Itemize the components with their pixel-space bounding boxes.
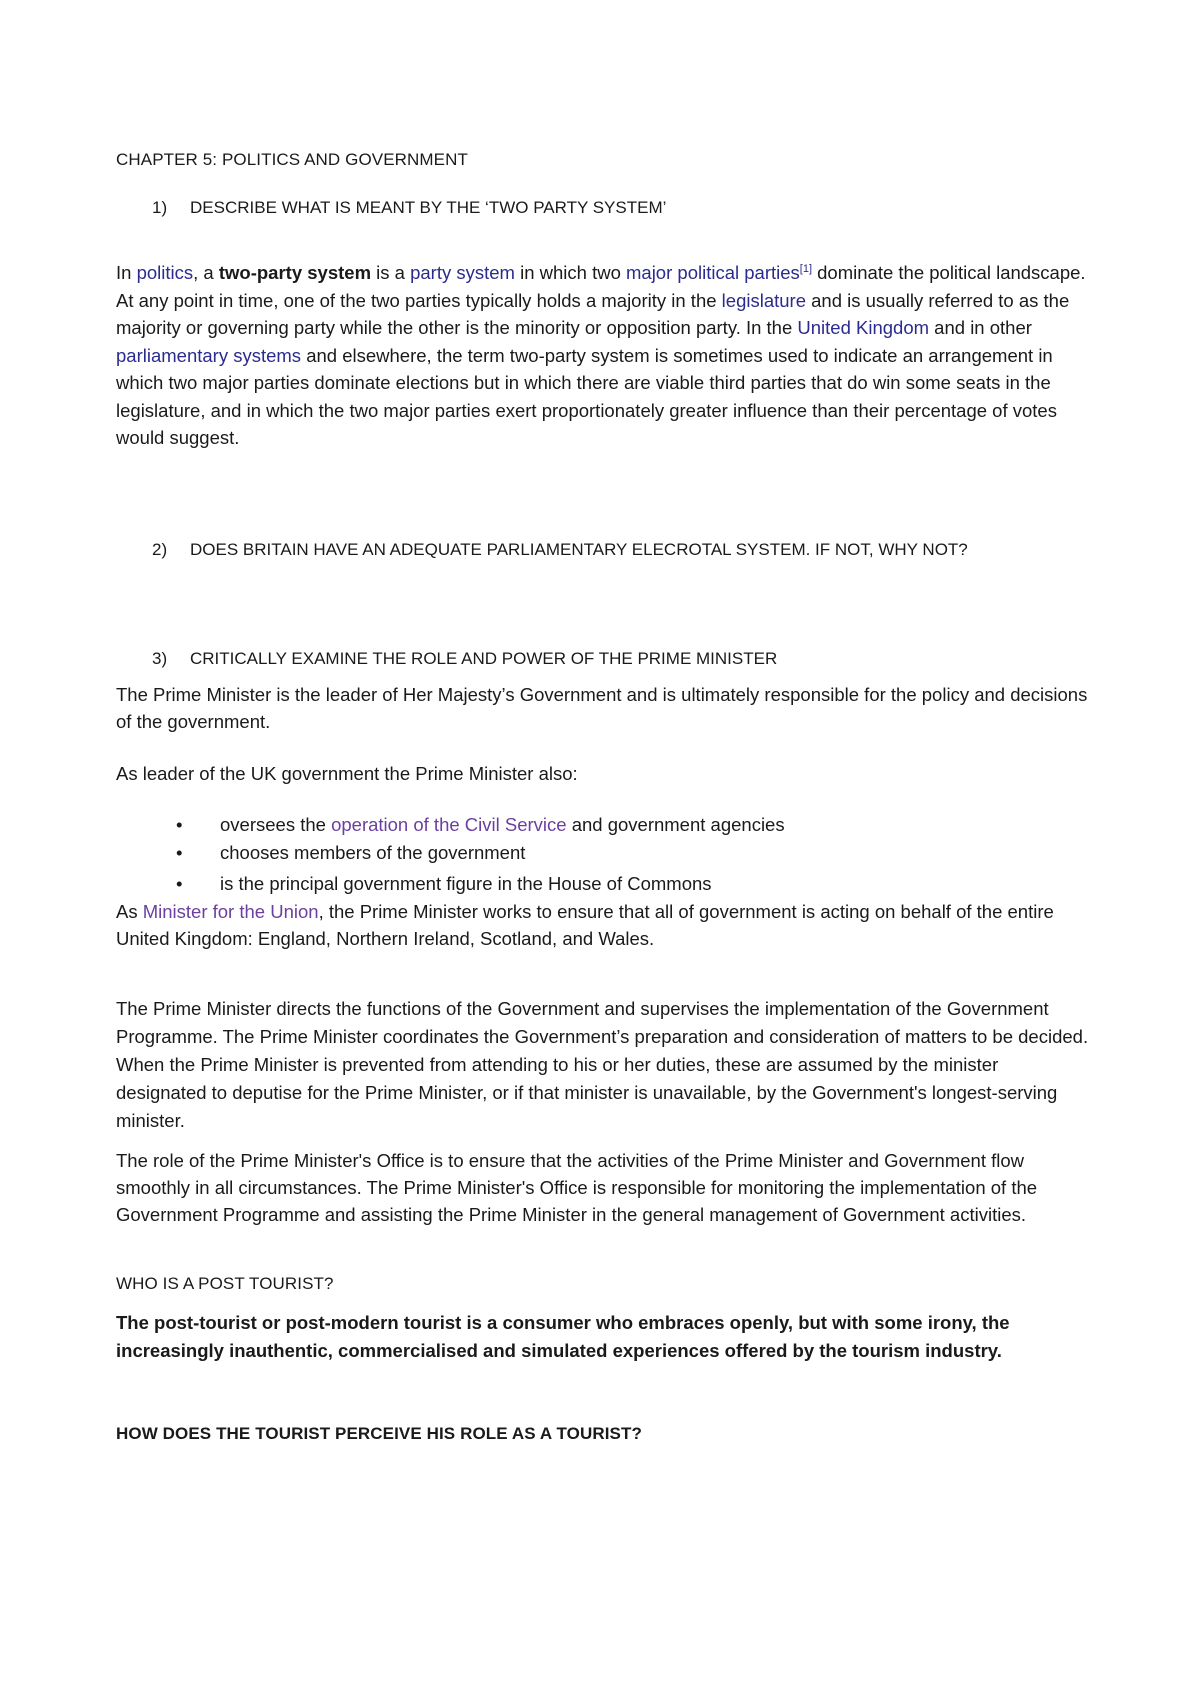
list-item bbox=[176, 811, 1092, 839]
link-minister-for-the-union[interactable]: Minister for the Union bbox=[142, 900, 319, 922]
text-run: , the Prime Minister works to ensure that all of government is acting on behalf of the entire United Kingdom: England, Northern Ireland, Scotland, and Wales. bbox=[116, 900, 1054, 949]
pm-office-paragraph: The role of the Prime Minister's Office is to ensure that the activities of the Prime Minister and Government flow smoothly in all circumstances. The Prime Minister's Office is responsible for monitoring the implementation of the Government Programme and assisting the Prime Minister in the general management of Government activities. bbox=[116, 1149, 1038, 1225]
link-united-kingdom[interactable]: United Kingdom bbox=[797, 317, 930, 338]
list-item bbox=[176, 870, 1092, 898]
pm-directs-paragraph: The Prime Minister directs the functions of the Government and supervises the implementation of the Government Programme. The Prime Minister coordinates the Government’s preparation and consideration of matters to be decided. When the Prime Minister is prevented from attending to his or her duties, these are assumed by the minister designated to deputise for the Prime Minister, or if that minister is unavailable, by the Government's longest-serving minister. bbox=[116, 997, 1089, 1131]
bullet-icon: • bbox=[176, 873, 183, 894]
question-2-number: 2) bbox=[152, 539, 168, 559]
link-major-political-parties[interactable]: major political parties bbox=[626, 262, 800, 283]
text-run: is a bbox=[371, 262, 411, 283]
text-run: In bbox=[116, 262, 137, 283]
bullet-icon: • bbox=[176, 841, 183, 863]
question-3-text: CRITICALLY EXAMINE THE ROLE AND POWER OF THE PRIME MINISTER bbox=[190, 649, 778, 668]
link-party-system[interactable]: party system bbox=[410, 262, 515, 283]
question-2-text: DOES BRITAIN HAVE AN ADEQUATE PARLIAMENTARY ELECROTAL SYSTEM. IF NOT, WHY NOT? bbox=[190, 539, 968, 559]
text-run: and is usually referred to as the majority or governing party while the other is the minority or opposition party. In the bbox=[116, 289, 1070, 338]
union-paragraph bbox=[116, 898, 1092, 953]
pm-also-paragraph: As leader of the UK government the Prime Minister also: bbox=[116, 762, 578, 784]
question-2 bbox=[152, 536, 1092, 564]
text-run: oversees the bbox=[220, 814, 332, 835]
link-civil-service[interactable]: operation of the Civil Service bbox=[331, 814, 567, 835]
text-run: , a bbox=[193, 262, 219, 283]
pm-intro-paragraph: The Prime Minister is the leader of Her Majesty’s Government and is ultimately responsible for the policy and decisions of the government. bbox=[116, 683, 1088, 732]
post-tourist-question: WHO IS A POST TOURIST? bbox=[116, 1273, 334, 1293]
link-legislature[interactable]: legislature bbox=[721, 289, 806, 311]
document-page bbox=[116, 146, 1092, 1448]
link-politics[interactable]: politics bbox=[136, 262, 194, 283]
footnote-link-1[interactable]: [1] bbox=[799, 262, 812, 275]
tourist-role-question: HOW DOES THE TOURIST PERCEIVE HIS ROLE AS A TOURIST? bbox=[116, 1424, 642, 1443]
link-parliamentary-systems[interactable]: parliamentary systems bbox=[116, 344, 302, 366]
question-1-number: 1) bbox=[152, 197, 168, 217]
text-run: in which two bbox=[514, 262, 626, 283]
text-run: and elsewhere, the term two-party system is sometimes used to indicate an arrangement in which two major parties dominate elections but in which there are viable third parties that do win some seats in the legislature, and in which the two major parties exert proportionately greater influence than their percentage of votes would suggest. bbox=[116, 344, 1057, 448]
text-run: and in other bbox=[929, 317, 1032, 338]
question-1-text: DESCRIBE WHAT IS MEANT BY THE ‘TWO PARTY SYSTEM’ bbox=[190, 197, 667, 217]
list-item-text: is the principal government figure in the House of Commons bbox=[220, 873, 712, 894]
two-party-paragraph bbox=[116, 259, 1092, 452]
bullet-icon: • bbox=[176, 814, 183, 835]
text-run: and government agencies bbox=[566, 814, 785, 835]
list-item-text: chooses members of the government bbox=[220, 841, 526, 863]
question-3 bbox=[152, 645, 1092, 673]
text-run: dominate the political landscape. At any point in time, one of the two parties typically holds a majority in the bbox=[116, 262, 1086, 311]
bold-two-party-system: two-party system bbox=[218, 262, 372, 283]
question-3-number: 3) bbox=[152, 649, 168, 668]
list-item bbox=[176, 839, 1092, 867]
pm-duties-list bbox=[116, 811, 1092, 898]
text-run: As bbox=[116, 900, 143, 922]
chapter-title: CHAPTER 5: POLITICS AND GOVERNMENT bbox=[116, 150, 468, 169]
post-tourist-answer: The post-tourist or post-modern tourist is a consumer who embraces openly, but with some irony, the increasingly inauthentic, commercialised and simulated experiences offered by the tourism industry. bbox=[116, 1312, 1010, 1361]
question-1 bbox=[152, 194, 1092, 222]
